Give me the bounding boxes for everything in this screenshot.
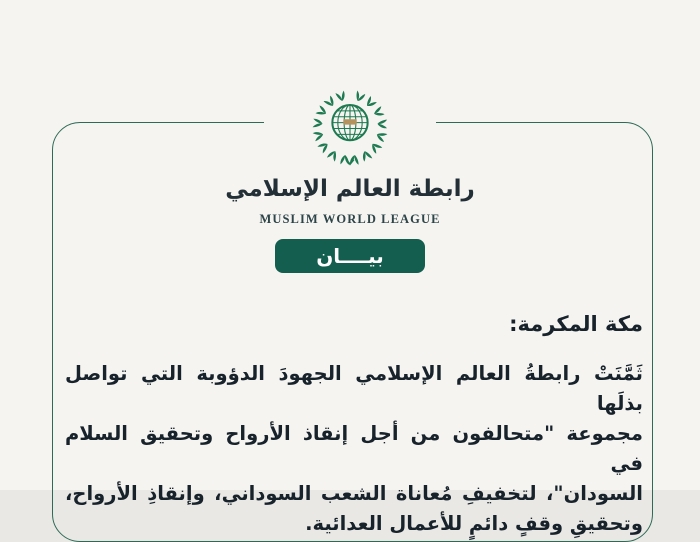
- statement-body: [65, 311, 643, 539]
- org-name-arabic: رابطة العالم الإسلامي: [225, 176, 475, 202]
- statement-line: ثَمَّنَتْ رابطةُ العالم الإسلامي الجهودَ الدؤوبة التي تواصل بذلَها: [65, 362, 643, 415]
- statement-banner: [275, 239, 425, 273]
- statement-line: وتحقيقِ وقفٍ دائمٍ للأعمال العدائية.: [305, 512, 643, 535]
- mwl-emblem-wreath-globe-icon: [308, 89, 392, 168]
- statement-line: السودان"، لتخفيفِ مُعاناة الشعب السوداني، وإنقاذِ الأرواح،: [65, 482, 643, 505]
- gold-band: [343, 119, 356, 124]
- header-block: [225, 89, 475, 273]
- statement-line: مجموعة "متحالفون من أجل إنقاذ الأرواح وتحقيق السلام في: [65, 422, 643, 475]
- location-heading: مكة المكرمة:: [509, 312, 643, 336]
- org-name-english: MUSLIM WORLD LEAGUE: [259, 212, 441, 226]
- statement-banner-label: بيــــان: [316, 244, 384, 268]
